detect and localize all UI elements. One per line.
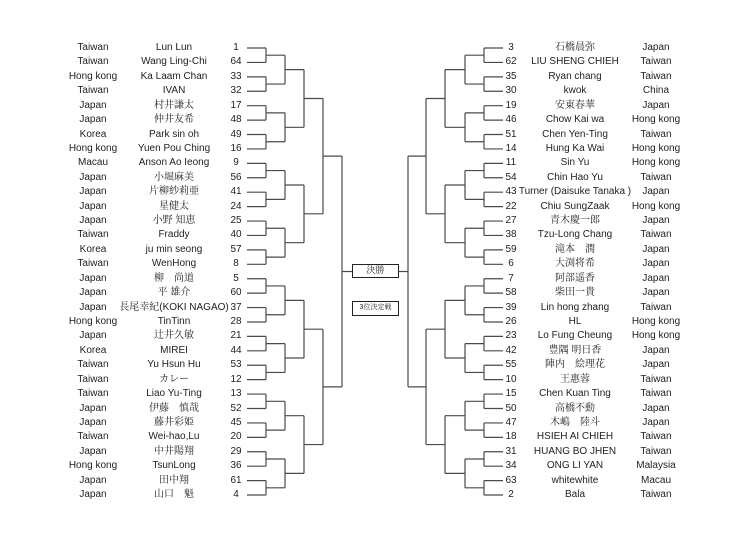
entry-country: Japan (642, 359, 670, 371)
entry-country: Japan (642, 215, 670, 227)
entry-seed: 43 (505, 186, 517, 198)
entry-seed: 30 (505, 85, 517, 97)
entry-country: Japan (642, 287, 670, 299)
entry-country: Japan (79, 489, 107, 501)
entry-name: 星健太 (159, 200, 189, 212)
entry-seed: 36 (230, 460, 242, 472)
entry-seed: 53 (230, 359, 242, 371)
entry-name: 木嶋 陸斗 (550, 416, 600, 428)
entry-seed: 61 (230, 474, 242, 486)
entry-name: カレー (159, 373, 189, 385)
entry-seed: 21 (230, 330, 242, 342)
entry-seed: 24 (230, 200, 242, 212)
entry-seed: 58 (505, 287, 517, 299)
entry-country: Hong kong (631, 200, 681, 212)
entry-country: Japan (642, 243, 670, 255)
entry-name: Wang Ling-Chi (141, 56, 207, 68)
entry-country: Taiwan (77, 56, 109, 68)
entry-country: Taiwan (77, 388, 109, 400)
entry-name: Ka Laam Chan (140, 70, 208, 82)
entry-country: Hong kong (68, 142, 118, 154)
entry-name: IVAN (162, 85, 186, 97)
entry-country: Japan (79, 186, 107, 198)
entry-country: Japan (79, 416, 107, 428)
entry-name: Liao Yu-Ting (146, 388, 202, 400)
entry-country: Hong kong (68, 315, 118, 327)
entry-seed: 28 (230, 315, 242, 327)
entry-seed: 20 (230, 431, 242, 443)
entry-name: Ryan chang (548, 70, 602, 82)
entry-name: WenHong (151, 258, 197, 270)
entry-seed: 26 (505, 315, 517, 327)
entry-name: Wei-hao,Lu (148, 431, 200, 443)
entry-name: 柳 尚道 (154, 272, 194, 284)
entry-seed: 54 (505, 171, 517, 183)
entry-name: Hung Ka Wai (545, 142, 605, 154)
entry-seed: 11 (505, 157, 517, 169)
entry-name: whitewhite (551, 474, 599, 486)
entry-country: Taiwan (77, 258, 109, 270)
entry-seed: 25 (230, 215, 242, 227)
entry-seed: 29 (230, 445, 242, 457)
entry-name: Turner (Daisuke Tanaka ) (518, 186, 632, 198)
entry-country: Taiwan (77, 373, 109, 385)
entry-seed: 15 (505, 388, 517, 400)
entry-country: Taiwan (77, 431, 109, 443)
entry-seed: 35 (505, 70, 517, 82)
entry-name: 陣内 絵理花 (545, 359, 605, 371)
final-match-box (352, 264, 399, 278)
entry-seed: 45 (230, 416, 242, 428)
entry-country: Taiwan (640, 445, 672, 457)
entry-seed: 50 (505, 402, 517, 414)
entry-name: LIU SHENG CHIEH (531, 56, 619, 68)
entry-name: Chow Kai wa (545, 114, 605, 126)
entry-seed: 37 (230, 301, 242, 313)
entry-name: kwok (563, 85, 587, 97)
entry-country: Japan (642, 272, 670, 284)
entry-seed: 5 (233, 272, 239, 284)
entry-country: Taiwan (640, 373, 672, 385)
entry-seed: 10 (505, 373, 517, 385)
entry-seed: 19 (505, 99, 517, 111)
entry-name: Fraddy (158, 229, 190, 241)
entry-name: TsunLong (152, 460, 196, 472)
entry-seed: 3 (508, 42, 514, 53)
entry-seed: 2 (508, 489, 514, 501)
entry-seed: 47 (505, 416, 517, 428)
entry-name: 石橋晨弥 (555, 42, 595, 53)
entry-country: Japan (79, 330, 107, 342)
entry-country: Hong kong (631, 315, 681, 327)
entry-name: Lin hong zhang (540, 301, 610, 313)
entry-country: Hong kong (631, 114, 681, 126)
entry-country: Japan (79, 474, 107, 486)
entry-seed: 64 (230, 56, 242, 68)
entry-name: 中井陽翔 (154, 445, 194, 457)
entry-country: Hong kong (631, 157, 681, 169)
entry-seed: 39 (505, 301, 517, 313)
entry-country: Hong kong (631, 330, 681, 342)
entry-country: Macau (77, 157, 108, 169)
entry-name: 長尾幸紀(KOKI NAGAO) (119, 301, 229, 313)
entry-country: Taiwan (640, 70, 672, 82)
entry-seed: 46 (505, 114, 517, 126)
entry-name: 大渕将希 (555, 258, 595, 270)
entry-name: ju min seong (145, 243, 203, 255)
entry-name: Bala (564, 489, 585, 501)
entry-name: 仲井友希 (154, 114, 194, 126)
entry-name: 小野 知恵 (152, 215, 196, 227)
entry-seed: 38 (505, 229, 517, 241)
entry-seed: 16 (230, 142, 242, 154)
entry-name: MIREI (160, 344, 188, 356)
entry-country: Macau (640, 474, 671, 486)
entry-seed: 22 (505, 200, 517, 212)
entry-name: Tzu-Long Chang (537, 229, 613, 241)
entry-seed: 62 (505, 56, 517, 68)
entry-seed: 33 (230, 70, 242, 82)
entry-name: 辻井久敏 (154, 330, 194, 342)
entry-name: 田中翔 (159, 474, 189, 486)
entry-seed: 41 (230, 186, 242, 198)
entry-seed: 52 (230, 402, 242, 414)
entry-name: Lun Lun (155, 42, 193, 53)
entry-name: Chin Hao Yu (547, 171, 603, 183)
entry-country: Hong kong (68, 460, 118, 472)
entry-country: Taiwan (640, 388, 672, 400)
entry-country: China (642, 85, 670, 97)
entry-country: Hong kong (631, 142, 681, 154)
entry-country: Japan (79, 272, 107, 284)
entry-name: ONG LI YAN (546, 460, 604, 472)
entry-country: Korea (79, 243, 107, 255)
entry-seed: 55 (505, 359, 517, 371)
entry-name: 小堀麻美 (154, 171, 194, 183)
entry-seed: 12 (230, 373, 242, 385)
entry-country: Taiwan (640, 489, 672, 501)
entry-country: Malaysia (636, 460, 676, 472)
entry-seed: 51 (505, 128, 517, 140)
entry-country: Taiwan (640, 56, 672, 68)
entry-name: 王惠蓉 (560, 373, 590, 385)
entry-country: Taiwan (77, 85, 109, 97)
entry-country: Taiwan (77, 42, 109, 53)
entry-country: Japan (642, 402, 670, 414)
entry-name: 安東春華 (555, 99, 595, 111)
entry-seed: 6 (508, 258, 514, 270)
entry-name: HL (568, 315, 582, 327)
entry-seed: 57 (230, 243, 242, 255)
entry-name: Park sin oh (148, 128, 200, 140)
entry-seed: 13 (230, 388, 242, 400)
entry-country: Korea (79, 344, 107, 356)
entry-country: Japan (79, 287, 107, 299)
entry-name: 青木慶一郎 (550, 215, 600, 227)
entry-name: 柴田一貴 (555, 287, 595, 299)
entry-country: Japan (79, 215, 107, 227)
entry-country: Korea (79, 128, 107, 140)
entry-seed: 56 (230, 171, 242, 183)
entry-seed: 40 (230, 229, 242, 241)
entry-country: Japan (79, 445, 107, 457)
entry-name: 村井謙太 (154, 99, 194, 111)
entry-seed: 60 (230, 287, 242, 299)
entry-seed: 34 (505, 460, 517, 472)
entry-country: Taiwan (640, 229, 672, 241)
entry-seed: 27 (505, 215, 517, 227)
entry-name: Yuen Pou Ching (137, 142, 211, 154)
entry-country: Japan (642, 42, 670, 53)
entry-country: Japan (642, 258, 670, 270)
entry-seed: 7 (508, 272, 514, 284)
entry-name: 阿部遥香 (555, 272, 595, 284)
entry-name: 藤井彩姫 (154, 416, 194, 428)
entry-name: Chen Yen-Ting (542, 128, 608, 140)
entry-seed: 14 (505, 142, 517, 154)
entry-country: Japan (79, 99, 107, 111)
entry-seed: 49 (230, 128, 242, 140)
entry-name: 滝本 潤 (555, 243, 595, 255)
entry-country: Japan (642, 186, 670, 198)
entry-country: Japan (79, 114, 107, 126)
entry-name: 豊隅 明日香 (548, 344, 602, 356)
entry-name: Yu Hsun Hu (147, 359, 201, 371)
entry-name: 伊藤 慎哉 (149, 402, 199, 414)
entry-country: Japan (79, 171, 107, 183)
entry-country: Japan (642, 344, 670, 356)
entry-country: Taiwan (640, 301, 672, 313)
entry-country: Hong kong (68, 70, 118, 82)
entry-country: Taiwan (640, 431, 672, 443)
third-place-match-box (352, 301, 399, 316)
entry-name: HSIEH AI CHIEH (536, 431, 614, 443)
entry-name: 高橋不動 (555, 402, 595, 414)
third-place-label: 3位決定戦 (359, 304, 392, 311)
entry-name: HUANG BO JHEN (533, 445, 617, 457)
entry-country: Taiwan (77, 229, 109, 241)
entry-seed: 18 (505, 431, 517, 443)
entry-seed: 31 (505, 445, 517, 457)
entry-seed: 4 (233, 489, 239, 501)
entry-seed: 1 (233, 42, 239, 53)
entry-name: Sin Yu (560, 157, 590, 169)
entry-country: Taiwan (640, 128, 672, 140)
entry-name: Anson Ao Ieong (138, 157, 210, 169)
entry-seed: 63 (505, 474, 517, 486)
entry-seed: 42 (505, 344, 517, 356)
entry-seed: 59 (505, 243, 517, 255)
entry-country: Japan (79, 402, 107, 414)
entry-country: Japan (79, 200, 107, 212)
entry-seed: 23 (505, 330, 517, 342)
entry-country: Japan (79, 301, 107, 313)
entry-country: Taiwan (77, 359, 109, 371)
entry-seed: 8 (233, 258, 239, 270)
entry-seed: 48 (230, 114, 242, 126)
entry-name: 平 雄介 (157, 287, 191, 299)
entry-name: TinTinn (157, 315, 191, 327)
entry-country: Japan (642, 99, 670, 111)
entry-seed: 17 (230, 99, 242, 111)
entry-name: Lo Fung Cheung (537, 330, 613, 342)
entry-seed: 32 (230, 85, 242, 97)
entry-name: Chen Kuan Ting (539, 388, 611, 400)
entry-seed: 44 (230, 344, 242, 356)
entry-name: Chiu SungZaak (540, 200, 610, 212)
entry-name: 山口 魁 (154, 489, 194, 501)
entry-seed: 9 (233, 157, 239, 169)
entry-name: 片柳紗莉亜 (149, 186, 199, 198)
final-label: 決勝 (366, 265, 385, 275)
entry-country: Japan (642, 416, 670, 428)
entry-country: Taiwan (640, 171, 672, 183)
